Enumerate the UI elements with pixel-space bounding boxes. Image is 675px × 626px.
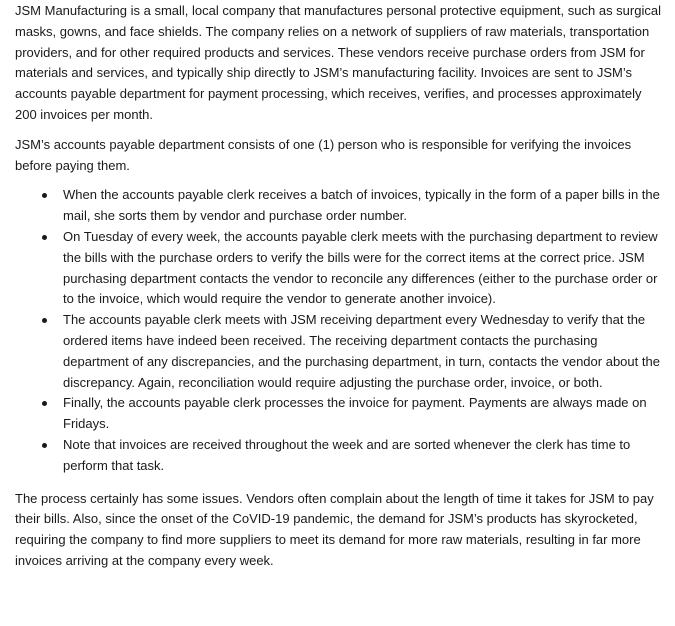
bullet-text: When the accounts payable clerk receives a batch of invoices, typically in the form of a paper bills in the mail, she sorts them by vendor and purchase order number. <box>63 187 660 224</box>
staff-paragraph: JSM’s accounts payable department consists of one (1) person who is responsible for verifying the invoices before paying them. <box>15 136 632 173</box>
bullet-text: Finally, the accounts payable clerk processes the invoice for payment. Payments are always made on Fridays. <box>63 395 647 432</box>
bullet-dot-icon <box>42 193 47 198</box>
document-body <box>15 1 663 572</box>
bullet-dot-icon <box>42 235 47 240</box>
bullet-dot-icon <box>42 318 47 323</box>
closing-paragraph: The process certainly has some issues. Vendors often complain about the length of time it takes for JSM to pay their bills. Also, since the onset of the CoVID-19 pandemic, the demand for JSM’s products has skyrocketed, requiring the company to find more suppliers to meet its demand for more raw materials, resulting in far more invoices arriving at the company every week. <box>15 490 654 568</box>
bullet-item-wednesday-receiving <box>15 310 663 393</box>
bullet-text: The accounts payable clerk meets with JSM receiving department every Wednesday to verify that the ordered items have indeed been received. The receiving department contacts the purchasing department of any discrepancies, and the purchasing department, in turn, contacts the vendor about the discrepancy. Again, reconciliation would require adjusting the purchase order, invoice, or both. <box>63 312 660 390</box>
bullet-text: On Tuesday of every week, the accounts payable clerk meets with the purchasing department to review the bills with the purchase orders to verify the bills were for the correct items at the correct price. JSM purchasing department contacts the vendor to reconcile any differences (either to the purchase order or to the invoice, which would require the vendor to generate another invoice). <box>63 228 658 307</box>
bullet-item-sorting <box>15 185 663 227</box>
bullet-item-note <box>15 435 663 477</box>
bullet-dot-icon <box>42 443 47 448</box>
bullet-dot-icon <box>42 401 47 406</box>
intro-paragraph: JSM Manufacturing is a small, local company that manufactures personal protective equipment, such as surgical masks, gowns, and face shields. The company relies on a network of suppliers of raw materials, transportation providers, and for other required products and services. These vendors receive purchase orders from JSM for materials and services, and typically ship directly to JSM’s manufacturing facility. Invoices are sent to JSM’s accounts payable department for payment processing, which receives, verifies, and processes approximately 200 invoices per month. <box>15 3 661 122</box>
bullet-text: Note that invoices are received throughout the week and are sorted whenever the clerk has time to perform that task. <box>63 436 631 473</box>
bullet-item-tuesday-review <box>15 227 663 310</box>
process-bullet-list <box>15 185 663 476</box>
bullet-item-payment <box>15 393 663 435</box>
